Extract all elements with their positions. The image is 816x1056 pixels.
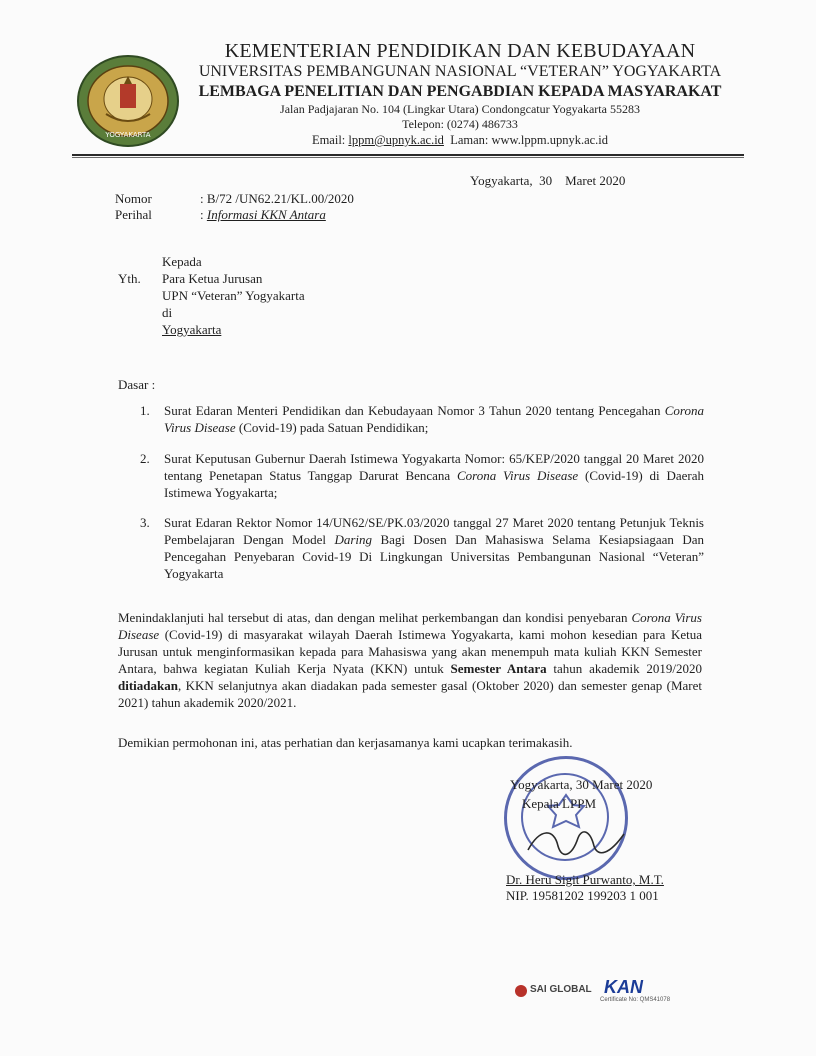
recipient-kepada: Kepada	[162, 254, 202, 269]
logo-text: YOGYAKARTA	[105, 131, 151, 139]
recipient-line3: di	[162, 305, 173, 320]
dasar-item-tail: (Covid-19) pada Satuan Pendidikan;	[235, 420, 429, 435]
signatory-nip: NIP. 19581202 199203 1 001	[506, 888, 659, 903]
dasar-item-text: Surat Edaran Rektor Nomor 14/UN62/SE/PK.03/2020 tanggal 27 Maret 2020 tentang Petunjuk Teknis Pembelajaran Dengan Model	[164, 515, 704, 547]
dasar-item-1	[164, 402, 704, 436]
perihal-label: Perihal	[115, 207, 152, 222]
dasar-item-italic: Corona Virus Disease	[457, 468, 579, 483]
certificate-number: Certificate No: QMS41078	[600, 997, 671, 1003]
nomor-label: Nomor	[115, 191, 152, 206]
signature-date: Yogyakarta, 30 Maret 2020	[510, 777, 653, 792]
sai-global-label: SAI GLOBAL	[530, 984, 592, 995]
dasar-item-2	[164, 450, 704, 501]
dasar-item-tail: (Covid-19) di Daerah Istimewa Yogyakarta;	[164, 468, 704, 500]
body-paragraph-1	[118, 609, 702, 711]
body-text: (Covid-19) di masyarakat wilayah Daerah Istimewa Yogyakarta, kami mohon kesedian para Ketua Jurusan untuk menginformasikan kepada para Mahasiswa yang akan menempuh mata kuliah KKN Semester Antara, bahwa kegiatan Kuliah Kerja Nyata (KKN) untuk	[118, 627, 702, 676]
dasar-item-text: Surat Edaran Menteri Pendidikan dan Kebudayaan Nomor 3 Tahun 2020 tentang Pencegahan	[164, 403, 665, 418]
letterhead-divider-thin	[72, 157, 744, 158]
dasar-item-italic: Corona Virus Disease	[164, 403, 704, 435]
website-text[interactable]: Laman: www.lppm.upnyk.ac.id	[450, 133, 609, 147]
signatory-name: Dr. Heru Sigit Purwanto, M.T.	[506, 872, 664, 887]
recipient-line4: Yogyakarta	[162, 322, 222, 337]
dasar-item-number: 1.	[140, 403, 150, 418]
body-bold: ditiadakan	[118, 678, 178, 693]
body-italic: Corona Virus Disease	[118, 610, 702, 642]
perihal-colon: :	[200, 207, 207, 222]
body-text: tahun akademik 2019/2020	[546, 661, 702, 676]
recipient-yth: Yth.	[118, 271, 141, 286]
body-paragraph-2: Demikian permohonan ini, atas perhatian dan kerjasamanya kami ucapkan terimakasih.	[118, 735, 573, 750]
ministry-name: KEMENTERIAN PENDIDIKAN DAN KEBUDAYAAN	[224, 40, 696, 62]
institute-phone: Telepon: (0274) 486733	[402, 117, 518, 131]
sai-global-icon	[515, 985, 527, 997]
university-name: UNIVERSITAS PEMBANGUNAN NASIONAL “VETERAN” YOGYAKARTA	[198, 63, 722, 80]
dasar-item-tail: Bagi Dosen Dan Mahasiswa Selama Kesiapsiagaan Dan Pencegahan Penyebaran Covid-19 Di Lingkungan Universitas Pembangunan Nasional “Veteran” Yogyakarta	[164, 532, 704, 581]
handwritten-signature	[520, 820, 650, 866]
dasar-item-italic: Daring	[334, 532, 372, 547]
dasar-item-number: 2.	[140, 451, 150, 466]
perihal-value: Informasi KKN Antara	[206, 207, 326, 222]
kan-logo-text: KAN	[604, 977, 643, 997]
body-text: Menindaklanjuti hal tersebut di atas, dan dengan melihat perkembangan dan kondisi penyebaran	[118, 610, 632, 625]
dasar-item-text: Surat Keputusan Gubernur Daerah Istimewa Yogyakarta Nomor: 65/KEP/2020 tanggal 20 Maret 2020 tentang Penetapan Status Tanggap Darurat Bencana	[164, 451, 704, 483]
letter-date: Yogyakarta, 30 Maret 2020	[470, 173, 626, 188]
institute-name: LEMBAGA PENELITIAN DAN PENGABDIAN KEPADA MASYARAKAT	[198, 83, 722, 100]
recipient-line1: Para Ketua Jurusan	[162, 271, 263, 286]
perihal-line	[200, 206, 326, 223]
institute-address: Jalan Padjajaran No. 104 (Lingkar Utara) Condongcatur Yogyakarta 55283	[280, 102, 640, 116]
nomor-value: : B/72 /UN62.21/KL.00/2020	[200, 191, 354, 206]
contact-line	[180, 133, 740, 148]
email-label: Email:	[311, 133, 349, 147]
signature-role: Kepala LPPM	[522, 796, 597, 811]
university-logo	[76, 54, 180, 148]
recipient-line2: UPN “Veteran” Yogyakarta	[162, 288, 305, 303]
body-text: , KKN selanjutnya akan diadakan pada semester gasal (Oktober 2020) dan semester genap (Maret 2021) tahun akademik 2020/2021.	[118, 678, 702, 710]
dasar-label: Dasar :	[118, 377, 156, 392]
dasar-item-3	[164, 514, 704, 582]
body-bold: Semester Antara	[450, 661, 547, 676]
dasar-item-number: 3.	[140, 515, 150, 530]
letterhead-divider	[72, 154, 744, 156]
email-link[interactable]: lppm@upnyk.ac.id	[348, 133, 444, 147]
